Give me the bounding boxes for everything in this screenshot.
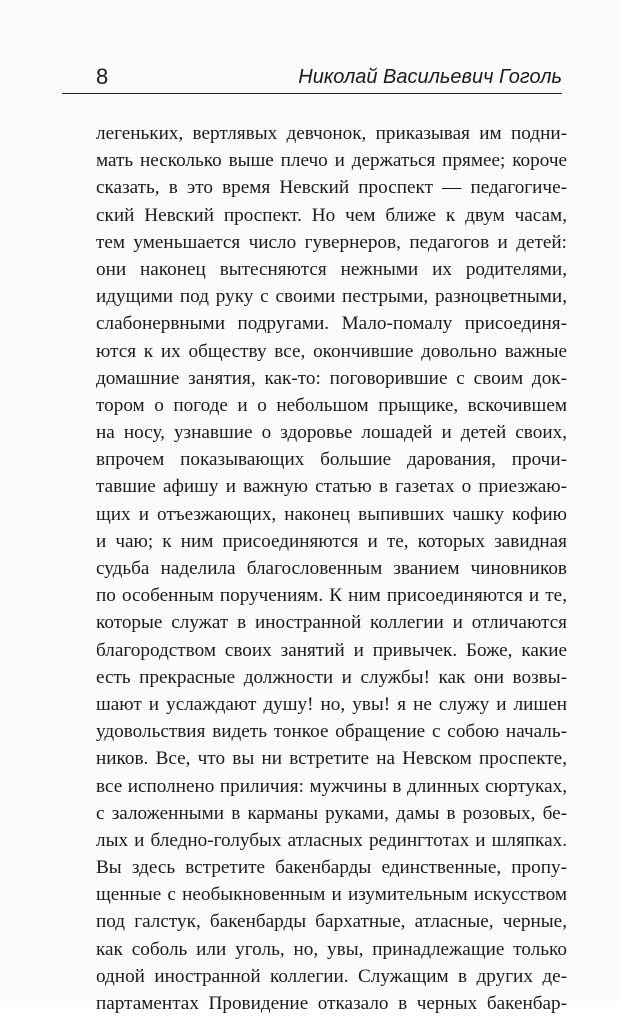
- text-line: идущими под руку с своими пестрыми, разноцветными,: [96, 286, 567, 308]
- text-line: щенные с необыкновенным и изумительным искусством: [96, 884, 567, 906]
- body-text: [96, 120, 567, 1017]
- text-line: удовольствия видеть тонкое обращение с собою началь-: [96, 721, 567, 743]
- text-line: на носу, узнавшие о здоровье лошадей и детей своих,: [96, 422, 567, 444]
- text-line: сказать, в это время Невский проспект — педагогиче-: [96, 177, 567, 199]
- text-line: благородством своих занятий и привычек. Боже, какие: [96, 639, 567, 661]
- text-line: лых и бледно-голубых атласных редингтотах и шляпках.: [96, 829, 567, 851]
- text-line: все исполнено приличия: мужчины в длинных сюртуках,: [96, 775, 567, 797]
- text-line: легеньких, вертлявых девчонок, приказывая им подни-: [96, 123, 567, 144]
- text-line: партаментах Провидение отказало в черных бакенбар-: [96, 993, 567, 1014]
- text-line: под галстук, бакенбарды бархатные, атласные, черные,: [96, 911, 567, 933]
- text-line: тавшие афишу и важную статью в газетах о приезжаю-: [96, 476, 567, 498]
- text-line: они наконец вытесняются нежными их родителями,: [96, 258, 567, 280]
- text-line: шают и услаждают душу! но, увы! я не служу и лишен: [96, 693, 567, 715]
- text-line: есть прекрасные должности и службы! как они возвы-: [96, 666, 567, 688]
- text-line: ников. Все, что вы ни встретите на Невском проспекте,: [96, 748, 567, 770]
- text-line: судьба наделила благословенным званием чиновников: [96, 558, 567, 579]
- text-line: тем уменьшается число гувернеров, педагогов и детей:: [96, 231, 567, 253]
- text-line: щих и отъезжающих, наконец выпивших чашку кофию: [96, 503, 567, 525]
- text-line: мать несколько выше плечо и держаться прямее; короче: [96, 150, 567, 172]
- text-line: как соболь или уголь, но, увы, принадлежащие только: [96, 938, 567, 960]
- page-header: [62, 60, 562, 94]
- text-line: слабонервными подругами. Мало-помалу присоединя-: [96, 313, 567, 335]
- text-line: по особенным поручениям. К ним присоединяются и те,: [96, 585, 567, 607]
- text-line: и чаю; к ним присоединяются и те, которых завидная: [96, 530, 567, 552]
- text-line: ский Невский проспект. Но чем ближе к двум часам,: [96, 204, 567, 226]
- text-line: впрочем показывающих большие дарования, прочи-: [96, 449, 567, 471]
- text-line: одной иностранной коллегии. Служащим в других де-: [96, 965, 567, 987]
- text-line: с заложенными в карманы руками, дамы в розовых, бе-: [96, 802, 567, 824]
- text-line: домашние занятия, как-то: поговорившие с своим док-: [96, 367, 567, 389]
- header-rule: [62, 93, 562, 94]
- page-number: 8: [96, 64, 109, 89]
- text-line: Вы здесь встретите бакенбарды единственные, пропу-: [96, 857, 567, 879]
- running-head-author: Николай Васильевич Гоголь: [298, 66, 562, 88]
- text-line: тором о погоде и о небольшом прыщике, вскочившем: [96, 394, 567, 416]
- text-line: которые служат в иностранной коллегии и отличаются: [96, 612, 567, 634]
- text-line: ются к их обществу все, окончившие довольно важные: [96, 340, 567, 362]
